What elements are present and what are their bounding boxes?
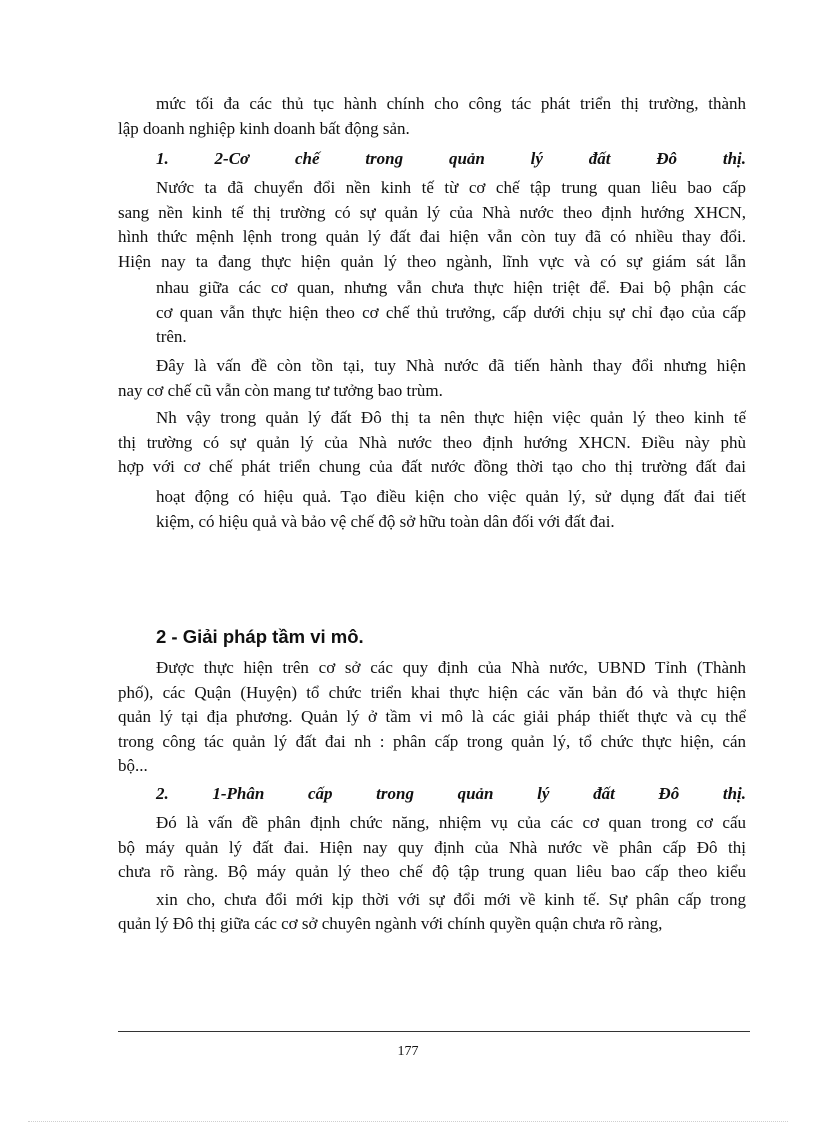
subheading-text: 2. 1-Phân cấp trong quản lý đất Đô thị.: [156, 784, 746, 803]
text-line: hợp với cơ chế phát triển chung của đất nước đồng thời tạo cho thị trường đất đai: [118, 457, 746, 476]
text-line: phố), các Quận (Huyện) tổ chức triển khai thực hiện các văn bản đó và thực hiện: [118, 682, 746, 702]
subheading-decentralization: [118, 782, 746, 807]
paragraph-agencies: [156, 276, 746, 350]
text-line: nhau giữa các cơ quan, nhưng vẫn chưa thực hiện triệt để. Đai bộ phận các: [156, 278, 746, 297]
text-line: Nh vậy trong quản lý đất Đô thị ta nên thực hiện việc quản lý theo kinh tế: [156, 408, 746, 427]
text-line: lập doanh nghiệp kinh doanh bất động sản.: [118, 118, 410, 138]
section-title: 2 - Giải pháp tầm vi mô.: [156, 626, 364, 647]
paragraph-existing-issue: [118, 354, 746, 403]
text-line: hình thức mệnh lệnh trong quản lý đất đai hiện vẫn còn tuy đã có nhiều thay đổi.: [118, 227, 746, 246]
text-line: Đây là vấn đề còn tồn tại, tuy Nhà nước đã tiến hành thay đổi nhưng hiện: [156, 356, 746, 375]
paragraph-function-division: [118, 811, 746, 885]
paragraph-continuation: [118, 92, 746, 141]
text-line: chưa rõ ràng. Bộ máy quản lý theo chế độ tập trung quan liêu bao cấp theo kiểu: [118, 862, 746, 881]
page-number: 177: [397, 1044, 419, 1059]
footer-divider: [118, 1031, 750, 1032]
text-line: Nước ta đã chuyển đổi nền kinh tế từ cơ chế tập trung quan liêu bao cấp: [156, 178, 746, 197]
text-line: cơ quan vẫn thực hiện theo cơ chế thủ trưởng, cấp dưới chịu sự chỉ đạo của cấp: [156, 302, 746, 322]
paragraph-urban-decentralization: [156, 888, 746, 913]
text-line: trên.: [156, 327, 187, 346]
paragraph-urban-decentralization-cont: [118, 912, 746, 937]
subheading-text: 1. 2-Cơ chế trong quản lý đất Đô thị.: [156, 149, 746, 168]
subheading-mechanism: [118, 147, 746, 172]
text-line: quản lý Đô thị giữa các cơ sở chuyên ngành với chính quyền quận chưa rõ ràng,: [118, 914, 663, 933]
text-line: xin cho, chưa đổi mới kịp thời với sự đổi mới về kinh tế. Sự phân cấp trong: [156, 890, 746, 909]
text-line: nay cơ chế cũ vẫn còn mang tư tưởng bao trùm.: [118, 380, 443, 400]
text-line: Hiện nay ta đang thực hiện quản lý theo ngành, lĩnh vực và có sự giám sát lẫn: [118, 251, 746, 271]
text-line: quản lý tại địa phương. Quản lý ở tầm vi mô là các giải pháp thiết thực và cụ thể: [118, 707, 746, 726]
text-line: hoạt động có hiệu quả. Tạo điều kiện cho việc quản lý, sử dụng đất đai tiết: [156, 487, 746, 506]
page-edge-dots: [28, 1121, 788, 1122]
text-line: bộ...: [118, 756, 148, 775]
paragraph-micro-solutions: [118, 656, 746, 779]
paragraph-efficiency: [156, 485, 746, 534]
paragraph-economy-transition: [118, 176, 746, 274]
text-line: bộ máy quản lý đất đai. Hiện nay quy định của Nhà nước về phân cấp Đô thị: [118, 837, 746, 857]
text-line: sang nền kinh tế thị trường có sự quản lý của Nhà nước theo định hướng XHCN,: [118, 202, 746, 222]
text-line: trong công tác quản lý đất đai nh : phân cấp trong quản lý, tổ chức thực hiện, cán: [118, 731, 746, 751]
text-line: thị trường có sự quản lý của Nhà nước theo định hướng XHCN. Điều này phù: [118, 432, 746, 452]
text-line: kiệm, có hiệu quả và bảo vệ chế độ sở hữu toàn dân đối với đất đai.: [156, 511, 615, 531]
text-line: Đó là vấn đề phân định chức năng, nhiệm vụ của các cơ quan trong cơ cấu: [156, 813, 746, 832]
text-line: mức tối đa các thủ tục hành chính cho công tác phát triển thị trường, thành: [156, 94, 746, 113]
paragraph-market-management: [118, 406, 746, 480]
text-line: Được thực hiện trên cơ sở các quy định của Nhà nước, UBND Tỉnh (Thành: [156, 658, 746, 677]
